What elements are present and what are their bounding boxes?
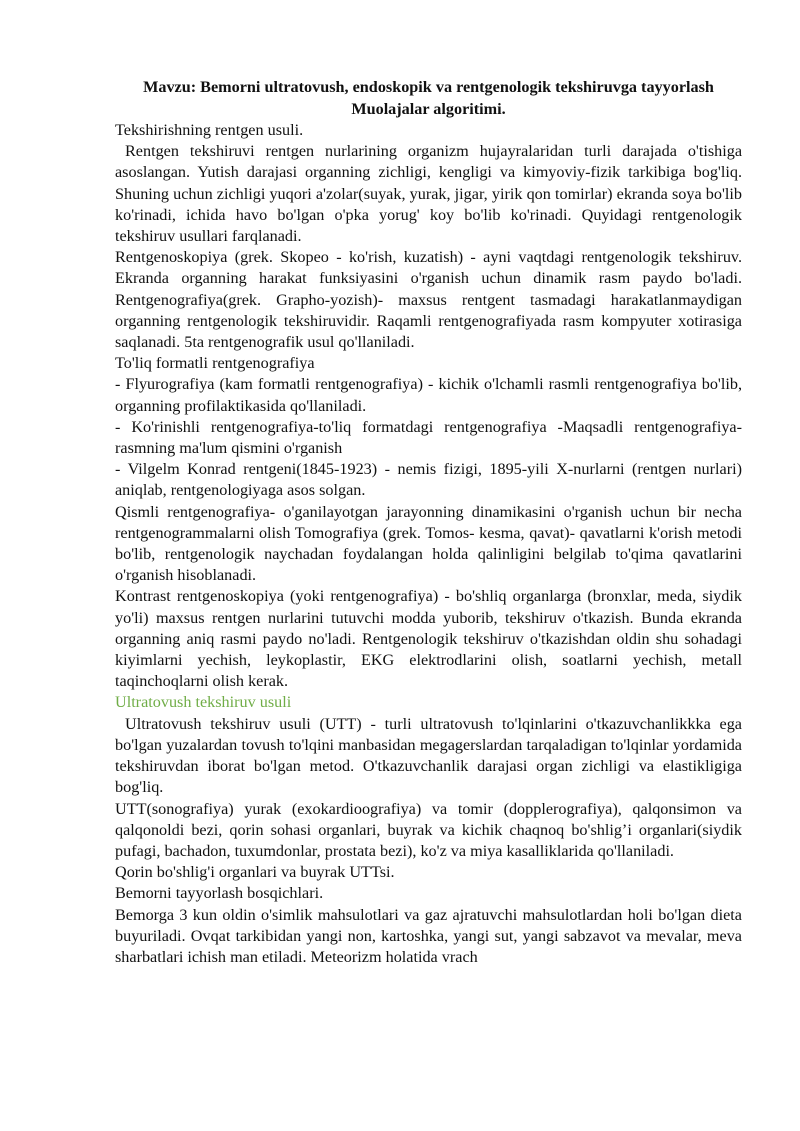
ultrasound-paragraph-3: Bemorga 3 kun oldin o'simlik mahsulotlari va gaz ajratuvchi mahsulotlardan holi bo'lgan dieta buyuriladi. Ovqat tarkibidan yangi non, kartoshka, yangi sut, yangi sabzavot va mevalar, meva sharbatlari ichish man etiladi. Meteorizm holatida vrach (115, 905, 742, 966)
xray-paragraph-2: Rentgenoskopiya (grek. Skopeo - ko'rish, kuzatish) - ayni vaqtdagi rentgenologik tekshiruv. Ekranda organning harakat funksiyasini o'rganish uchun dinamik rasm paydo bo'ladi. Rentgenografiya(grek. Grapho-yozish)- maxsus rentgent tasmadagi harakatlanmaydigan organning rentgenologik tekshiruvidir. Raqamli rentgenografiyada rasm kompyuter xotirasiga saqlanadi. 5ta rentgenografik usul qo'llaniladi. (115, 248, 742, 352)
xray-paragraph-4: Kontrast rentgenoskopiya (yoki rentgenografiya) - bo'shliq organlarga (bronxlar, meda, siydik yo'li) maxsus rentgen nurlarini tutuvchi modda yuborib, tekshiruv o'tkazish. Bunda ekranda organning aniq rasmi paydo no'ladi. Rentgenologik tekshiruv o'tkazishdan oldin shu sohadagi kiyimlarni yechish, leykoplastir, EKG elektrodlarini olish, soatlarni yechish, metall taqinchoqlarni olish kerak. (115, 587, 742, 691)
xray-heading: Tekshirishning rentgen usuli. (115, 121, 304, 139)
ultrasound-line-1: Qorin bo'shlig'i organlari va buyrak UTTsi. (115, 863, 395, 882)
ultrasound-paragraph-2: UTT(sonografiya) yurak (exokardioografiya) va tomir (dopplerografiya), qalqonsimon va qalqonoldi bezi, qorin sohasi organlari, buyrak va kichik chaqnoq bo'shlig’i organlari(siydik pufagi, bachadon, tuxumdonlar, prostata bezi), ko'z va miya kasalliklarida qo'llaniladi. (115, 799, 742, 860)
xray-paragraph-1: Rentgen tekshiruvi rentgen nurlarining organizm hujayralaridan turli darajada o'tishiga asoslangan. Yutish darajasi organning zichligi, kengligi va kimyoviy-fizik tarkibiga bog'liq. Shuning uchun zichligi yuqori a'zolar(suyak, yurak, jigar, yirik qon tomirlar) ekranda soya bo'lib ko'rinadi, ichida havo bo'lgan o'pka yorug' koy bo'lib ko'rinadi. Quyidagi rentgenologik tekshiruv usullari farqlanadi. (115, 142, 742, 246)
ultrasound-heading: Ultratovush tekshiruv usuli (115, 693, 292, 712)
list-item: - Flyurografiya (kam formatli rentgenografiya) - kichik o'lchamli rasmli rentgenografiya bo'lib, organning profilaktikasida qo'llaniladi. (115, 375, 742, 415)
list-item: - Vilgelm Konrad rentgeni(1845-1923) - nemis fizigi, 1895-yili X-nurlarni (rentgen nurlari) aniqlab, rentgenologiyaga asos solgan. (115, 460, 742, 500)
document-title: Mavzu: Bemorni ultratovush, endoskopik va rentgenologik tekshiruvga tayyorlash Muolajalar algoritimi. (143, 78, 714, 118)
ultrasound-paragraph-1: Ultratovush tekshiruv usuli (UTT) - turli ultratovush to'lqinlarini o'tkazuvchanlikkka ega bo'lgan yuzalardan tovush to'lqini manbasidan megagerslardan tarqaladigan to'lqinlar yordamida tekshiruvdan iborat bo'lgan metod. O'tkazuvchanlik darajasi organ zichligi va elastikligiga bog'liq. (115, 714, 742, 797)
ultrasound-line-2: Bemorni tayyorlash bosqichlari. (115, 884, 324, 903)
xray-subheading: To'liq formatli rentgenografiya (115, 354, 315, 373)
list-item: - Ko'rinishli rentgenografiya-to'liq formatdagi rentgenografiya -Maqsadli rentgenografiya-rasmning ma'lum qismini o'rganish (115, 417, 742, 458)
document-page (115, 76, 742, 968)
xray-paragraph-3: Qismli rentgenografiya- o'ganilayotgan jarayonning dinamikasini o'rganish uchun bir necha rentgenogrammalarni olish Tomografiya (grek. Tomos- kesma, qavat)- qavatlarni k'orish metodi bo'lib, rentgenologik naychadan foydalangan holda qalinligini belgilab to'qima qavatlarini o'rganish hisoblanadi. (115, 502, 742, 585)
